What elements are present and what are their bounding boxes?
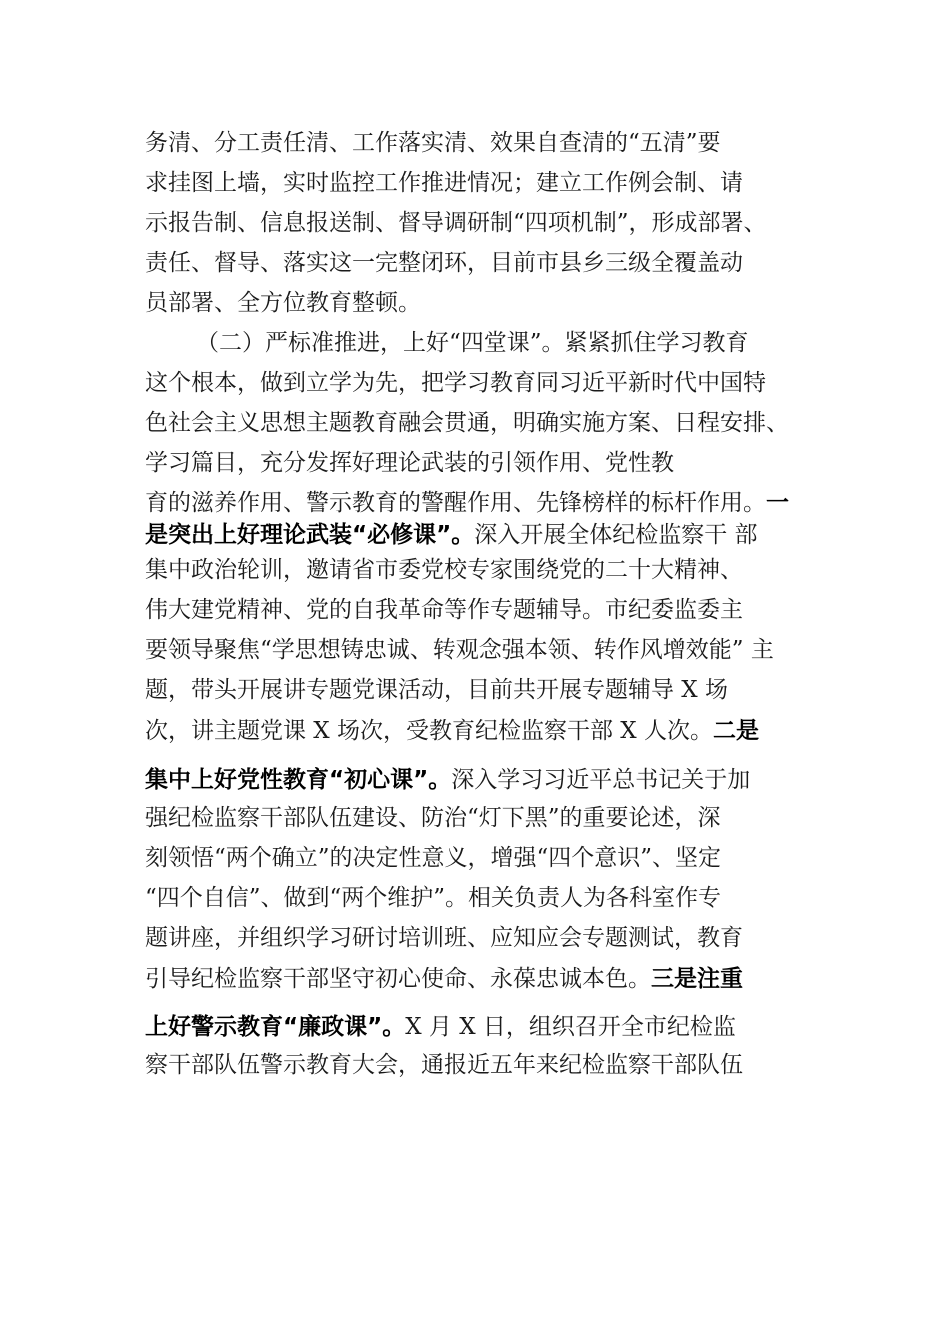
text-line: 色社会主义思想主题教育融会贯通，明确实施方案、日程安排、 — [145, 410, 789, 436]
text-line: 题，带头开展讲专题党课活动，目前共开展专题辅导 X 场 — [145, 677, 728, 703]
text-line: 题讲座，并组织学习研讨培训班、应知应会专题测试，教育 — [145, 925, 743, 951]
text-line: 育的滋养作用、警示教育的警醒作用、先锋榜样的标杆作用。一 — [145, 490, 789, 516]
text-line: 刻领悟“两个确立”的决定性意义，增强“四个意识”、坚定 — [145, 845, 722, 871]
text-line: 引导纪检监察干部坚守初心使命、永葆忠诚本色。三是注重 — [145, 966, 743, 992]
text-line: 是突出上好理论武装“必修课”。深入开展全体纪检监察干 部 — [145, 522, 758, 548]
text-line: 责任、督导、落实这一完整闭环，目前市县乡三级全覆盖动 — [145, 250, 743, 276]
text-line: 要领导聚焦“学思想铸忠诚、转观念强本领、转作风增效能” 主 — [145, 637, 774, 663]
text-line: 强纪检监察干部队伍建设、防治“灯下黑”的重要论述，深 — [145, 805, 721, 831]
section-heading-line: （二）严标准推进，上好“四堂课”。紧紧抓住学习教育 — [196, 330, 749, 356]
text-line: 上好警示教育“廉政课”。X 月 X 日，组织召开全市纪检监 — [145, 1014, 736, 1040]
text-line: 这个根本，做到立学为先，把学习教育同习近平新时代中国特 — [145, 370, 766, 396]
text-line: 集中政治轮训，邀请省市委党校专家围绕党的二十大精神、 — [145, 557, 743, 583]
text-line: 集中上好党性教育“初心课”。深入学习习近平总书记关于加 — [145, 767, 751, 793]
text-line: 求挂图上墙，实时监控工作推进情况；建立工作例会制、请 — [145, 170, 743, 196]
text-line: “四个自信”、做到“两个维护”。相关负责人为各科室作专 — [145, 885, 722, 911]
text-line: 学习篇目，充分发挥好理论武装的引领作用、党性教 — [145, 450, 674, 476]
text-line: 次，讲主题党课 X 场次，受教育纪检监察干部 X 人次。二是 — [145, 718, 759, 744]
text-line: 伟大建党精神、党的自我革命等作专题辅导。市纪委监委主 — [145, 597, 743, 623]
text-line: 示报告制、信息报送制、督导调研制“四项机制”，形成部署、 — [145, 210, 767, 236]
text-line: 察干部队伍警示教育大会，通报近五年来纪检监察干部队伍 — [145, 1052, 743, 1078]
text-line: 务清、分工责任清、工作落实清、效果自查清的“五清”要 — [145, 130, 721, 156]
text-line: 员部署、全方位教育整顿。 — [145, 290, 421, 316]
